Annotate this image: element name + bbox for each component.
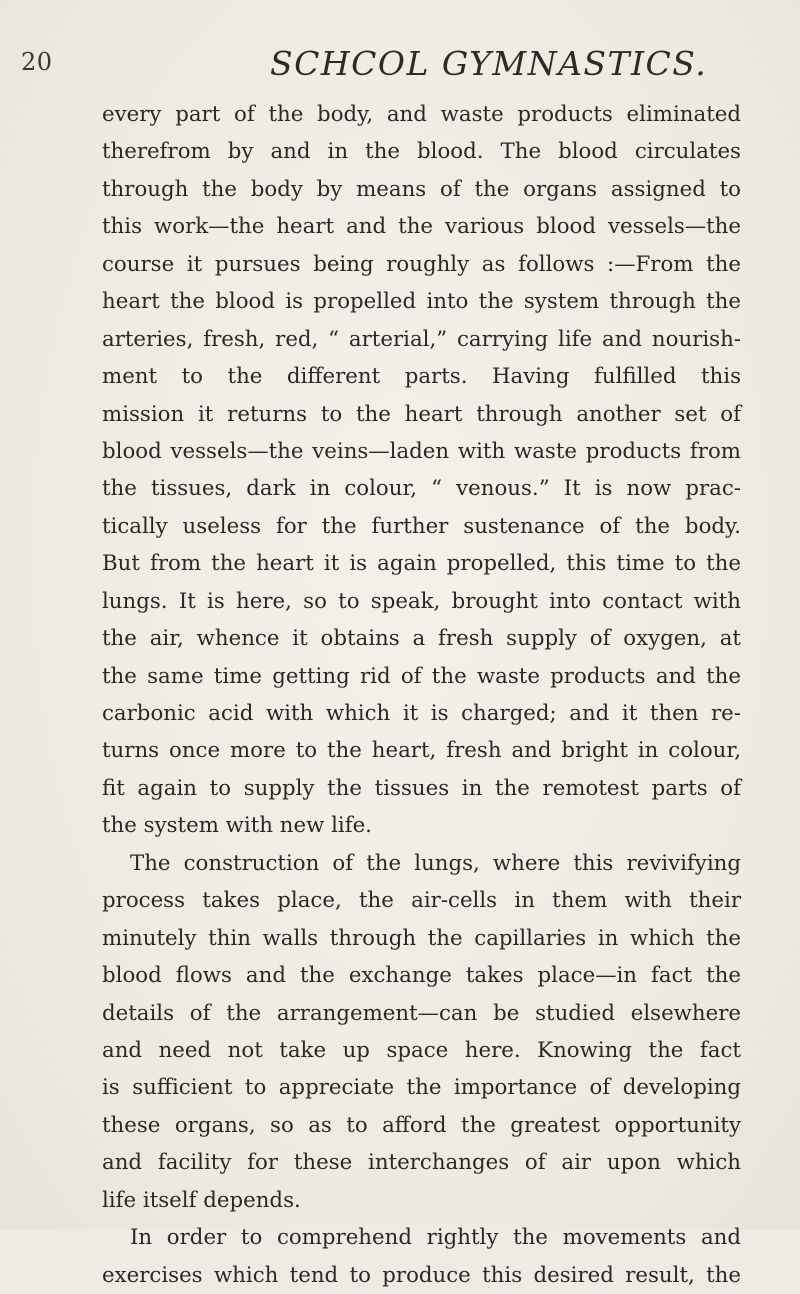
text-line: therefrom by and in the blood. The blood circulates (102, 139, 741, 165)
text-line: through the body by means of the organs assigned to (102, 176, 741, 202)
text-line: and facility for these interchanges of air upon which (102, 1150, 741, 1176)
text-line: heart the blood is propelled into the system through the (102, 289, 741, 315)
text-line: fit again to supply the tissues in the remotest parts of (102, 775, 741, 801)
text-line: every part of the body, and waste products eliminated (102, 102, 741, 127)
text-line: mission it returns to the heart through another set of (102, 401, 741, 427)
page-header (0, 44, 800, 84)
text-line: and need not take up space here. Knowing the fact (102, 1037, 741, 1063)
text-line: turns once more to the heart, fresh and bright in colour, (102, 738, 741, 764)
text-line: carbonic acid with which it is charged; and it then re- (102, 701, 741, 726)
text-line: minutely thin walls through the capillaries in which the (102, 925, 741, 951)
running-head-title: SCHCOL GYMNASTICS. (270, 44, 708, 83)
text-line: life itself depends. (102, 1187, 301, 1213)
text-line: details of the arrangement—can be studied elsewhere (102, 1000, 741, 1026)
page-number: 20 (21, 48, 53, 76)
text-line: the system with new life. (102, 813, 372, 839)
text-line: But from the heart it is again propelled, this time to the (102, 551, 741, 577)
text-line: is sufficient to appreciate the importance of developing (102, 1075, 741, 1101)
text-line: process takes place, the air-cells in them with their (102, 888, 741, 914)
text-line: the air, whence it obtains a fresh supply of oxygen, at (102, 626, 741, 652)
text-line: these organs, so as to afford the greatest opportunity (102, 1112, 741, 1138)
text-line: blood flows and the exchange takes place—in fact the (102, 963, 741, 989)
text-line: In order to comprehend rightly the movements and (130, 1225, 741, 1251)
text-line: tically useless for the further sustenance of the body. (102, 513, 741, 539)
text-line: lungs. It is here, so to speak, brought into contact with (102, 588, 741, 614)
text-line: ment to the different parts. Having fulfilled this (102, 364, 741, 390)
text-line: The construction of the lungs, where this revivifying (130, 850, 741, 876)
body-text (102, 96, 741, 1294)
text-line: this work—the heart and the various blood vessels—the (102, 214, 741, 240)
text-line: arteries, fresh, red, “ arterial,” carrying life and nourish- (102, 326, 741, 352)
text-line: course it pursues being roughly as follows :—From the (102, 251, 741, 277)
text-line: exercises which tend to produce this desired result, the (102, 1262, 741, 1288)
text-line: blood vessels—the veins—laden with waste products from (102, 438, 741, 464)
text-line: the same time getting rid of the waste products and the (102, 663, 741, 689)
text-line: the tissues, dark in colour, “ venous.” It is now prac- (102, 476, 741, 502)
